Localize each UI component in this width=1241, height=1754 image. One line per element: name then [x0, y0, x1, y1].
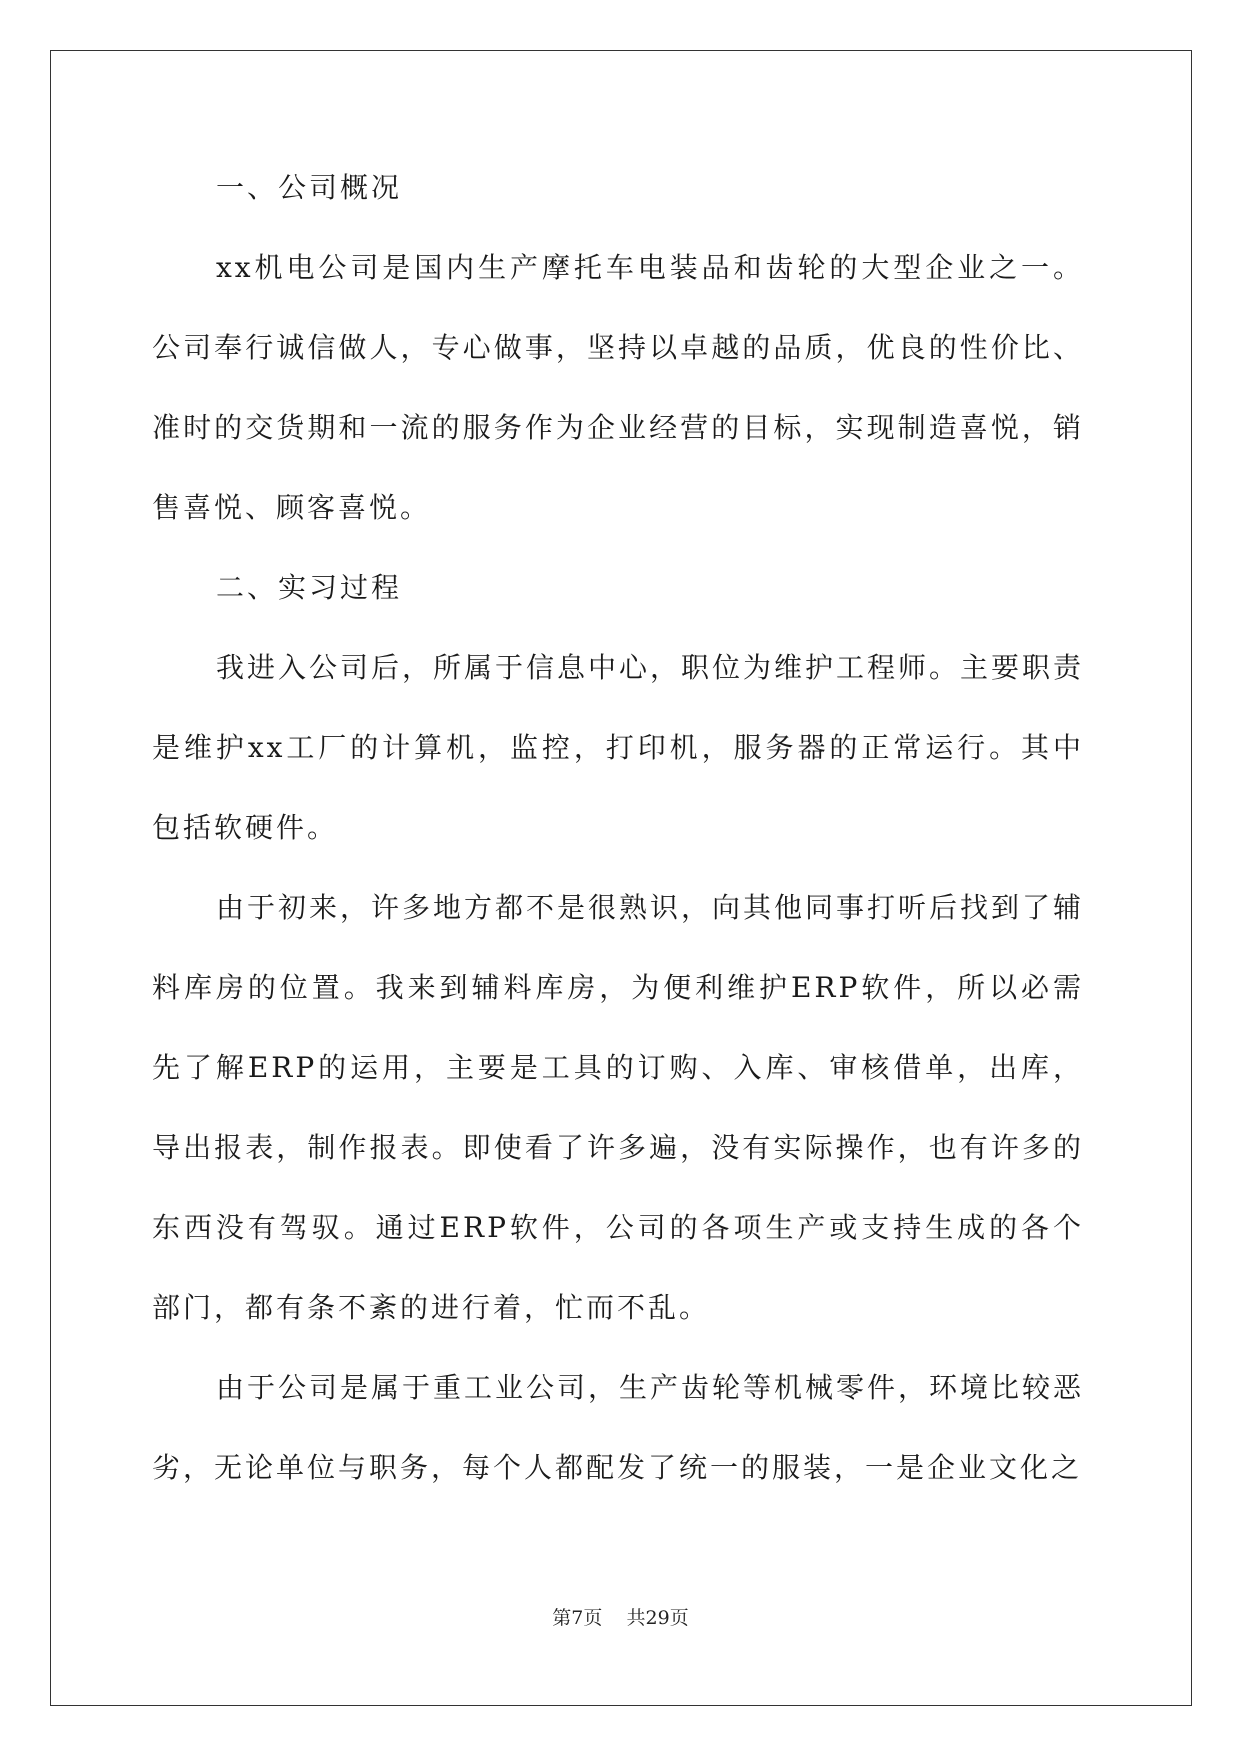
paragraph-company-intro: xx机电公司是国内生产摩托车电装品和齿轮的大型企业之一。公司奉行诚信做人，专心做事，坚持以卓越的品质，优良的性价比、准时的交货期和一流的服务作为企业经营的目标，实现制造喜悦，销售喜悦、顾客喜悦。 — [152, 251, 1084, 524]
total-pages: 共29页 — [626, 1607, 689, 1629]
paragraph-job-role: 我进入公司后，所属于信息中心，职位为维护工程师。主要职责是维护xx工厂的计算机，监控，打印机，服务器的正常运行。其中包括软硬件。 — [152, 651, 1085, 844]
section-heading-internship-process: 二、实习过程 — [216, 571, 403, 604]
section-heading-company-overview: 一、公司概况 — [216, 171, 403, 204]
paragraph-erp-learning: 由于初来，许多地方都不是很熟识，向其他同事打听后找到了辅料库房的位置。我来到辅料库房，为便利维护ERP软件，所以必需先了解ERP的运用，主要是工具的订购、入库、审核借单，出库，导出报表，制作报表。即使看了许多遍，没有实际操作，也有许多的东西没有驾驭。通过ERP软件，公司的各项生产或支持生成的各个部门，都有条不紊的进行着，忙而不乱。 — [152, 891, 1085, 1324]
page-number: 第7页 — [552, 1607, 603, 1629]
page-footer — [0, 1603, 1241, 1630]
document-body — [152, 148, 1084, 1508]
paragraph-work-environment: 由于公司是属于重工业公司，生产齿轮等机械零件，环境比较恶劣，无论单位与职务，每个人都配发了统一的服装，一是企业文化之 — [152, 1371, 1085, 1484]
